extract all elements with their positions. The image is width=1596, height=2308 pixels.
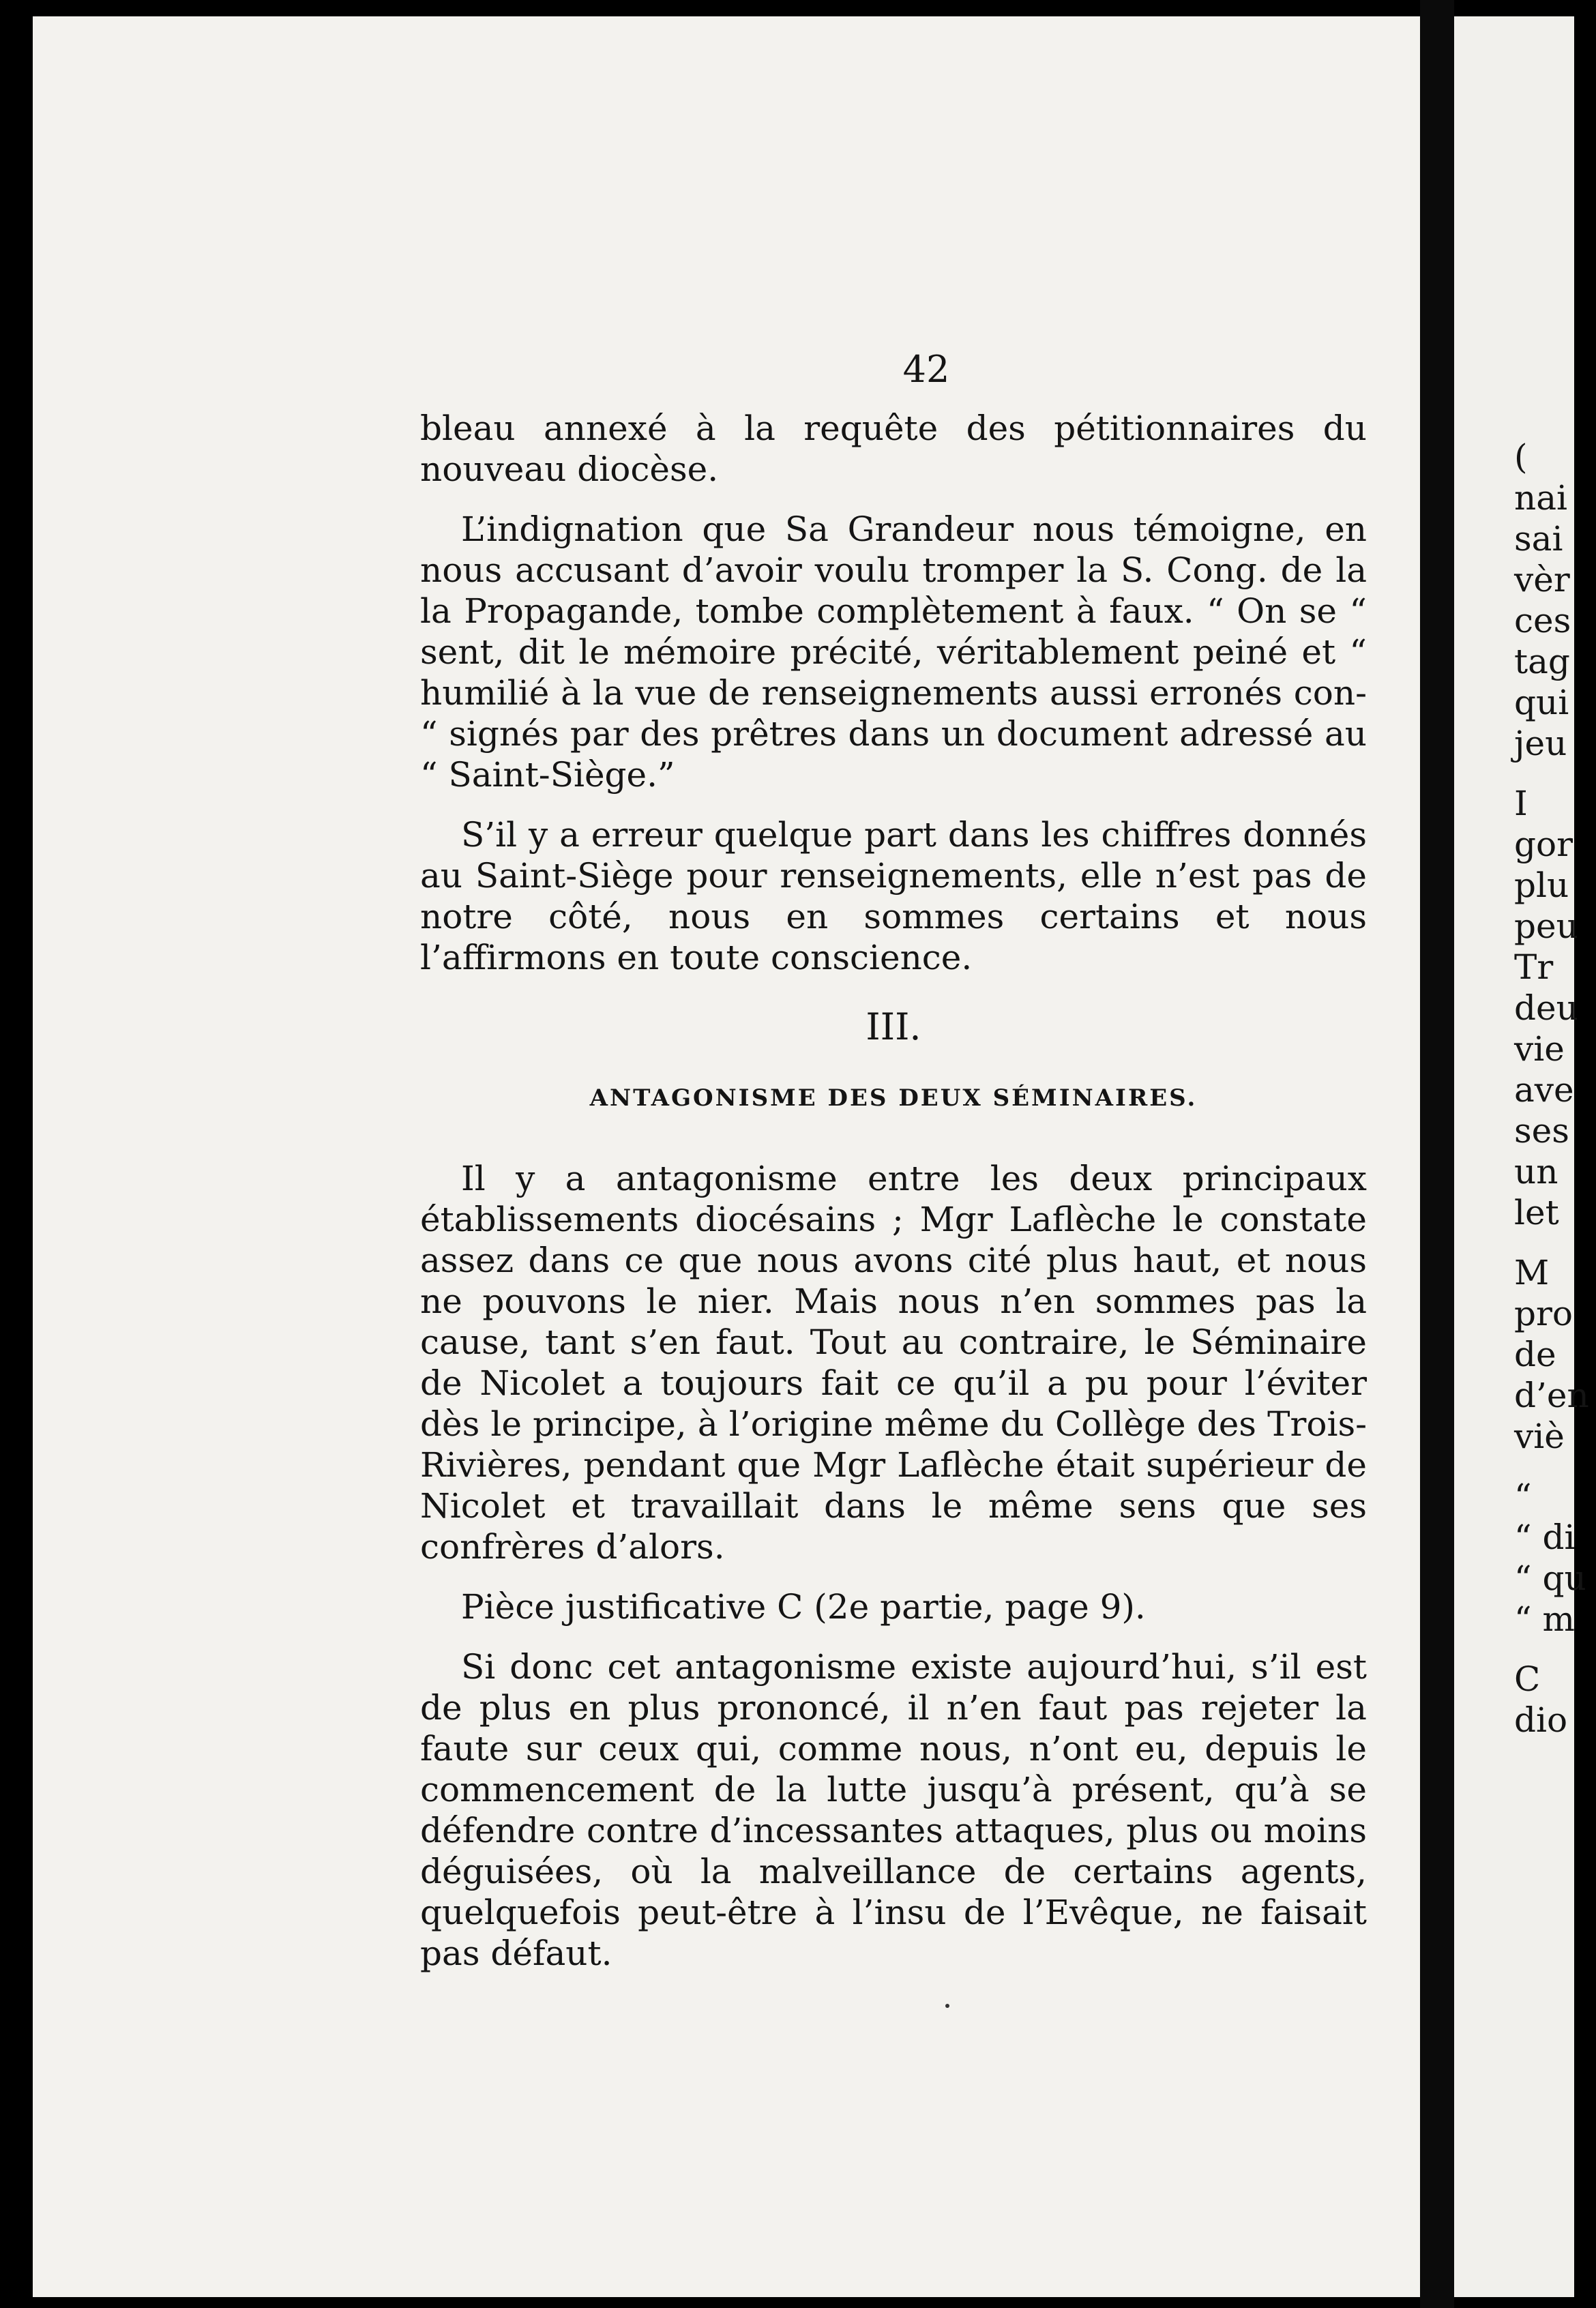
facing-page-fragment: gor: [1514, 825, 1573, 864]
facing-page-fragment: Tr: [1514, 947, 1554, 987]
body-text: [420, 408, 1367, 1974]
facing-page-fragment: “: [1514, 1477, 1532, 1516]
facing-page-fragment: jeu: [1514, 724, 1567, 763]
paragraph-indignation: L’indignation que Sa Grandeur nous témoigne, en nous accusant d’avoir voulu tromper la S. Cong. de la la Propagande, tombe complètement à faux. “ On se “ sent, dit le mémoire précité, véritablement peiné et “ humilié à la vue de renseignements aussi erronés con- “ signés par des prêtres dans un document adressé au “ Saint-Siège.”: [420, 509, 1367, 795]
section-number: III.: [866, 1005, 921, 1048]
facing-page-text: [1514, 437, 1596, 1741]
paragraph-si-donc: Si donc cet antagonisme existe aujourd’hui, s’il est de plus en plus prononcé, il n’en faut pas rejeter la faute sur ceux qui, comme nous, n’ont eu, depuis le commencement de la lutte jusqu’à présent, qu’à se défendre contre d’incessantes attaques, plus ou moins déguisées, où la malveillance de certains agents, quelquefois peut-être à l’insu de l’Evêque, ne faisait pas défaut.: [420, 1647, 1367, 1973]
page-number: 42: [902, 348, 950, 391]
facing-page-fragment: vie: [1514, 1029, 1565, 1069]
facing-page-fragment: dio: [1514, 1700, 1568, 1740]
facing-page-fragment: tag: [1514, 642, 1570, 681]
facing-page-fragment: “ m: [1514, 1599, 1575, 1639]
facing-page-fragment: [1514, 1457, 1596, 1476]
paragraph-antagonisme: Il y a antagonisme entre les deux principaux établissements diocésains ; Mgr Laflèche le constate assez dans ce que nous avons cité plus haut, et nous ne pouvons le nier. Mais nous n’en sommes pas la cause, tant s’en faut. Tout au contraire, le Séminaire de Nicolet a toujours fait ce qu’il a pu pour l’éviter dès le principe, à l’origine même du Collège des Trois-Rivières, pendant que Mgr Laflèche était supérieur de Nicolet et travaillait dans le même sens que ses confrères d’alors.: [420, 1159, 1367, 1567]
section-title: ANTAGONISME DES DEUX SÉMINAIRES.: [589, 1084, 1198, 1112]
facing-page-fragment: deu: [1514, 988, 1578, 1028]
facing-page-fragment: viè: [1514, 1417, 1565, 1456]
facing-page-fragment: (: [1514, 437, 1528, 477]
facing-page-fragment: qui: [1514, 683, 1569, 722]
paragraph-piece-justificative: Pièce justificative C (2e partie, page 9).: [461, 1587, 1146, 1627]
facing-page-fragment: “ qu: [1514, 1558, 1586, 1598]
facing-page-fragment: ces: [1514, 601, 1571, 640]
facing-page-fragment: peu: [1514, 906, 1578, 946]
paragraph-erreur: S’il y a erreur quelque part dans les chiffres donnés au Saint-Siège pour renseignements, elle n’est pas de notre côté, nous en sommes certains et nous l’affirmons en toute conscience.: [420, 815, 1367, 977]
facing-page-fragment: [1514, 764, 1596, 783]
facing-page-fragment: nai: [1514, 478, 1568, 518]
facing-page-fragment: plu: [1514, 866, 1569, 905]
facing-page-fragment: ses: [1514, 1111, 1569, 1151]
facing-page: [1454, 16, 1589, 2297]
facing-page-fragment: ave: [1514, 1070, 1574, 1110]
ink-speck: [945, 2004, 949, 2008]
facing-page-fragment: vèr: [1514, 560, 1570, 600]
paragraph-continuation: bleau annexé à la requête des pétitionnaires du nouveau diocèse.: [420, 409, 1367, 489]
facing-page-fragment: d’en: [1514, 1376, 1589, 1415]
facing-page-fragment: sai: [1514, 519, 1563, 559]
facing-page-fragment: de: [1514, 1335, 1556, 1374]
facing-page-fragment: “ di: [1514, 1518, 1576, 1557]
facing-page-fragment: I: [1514, 784, 1528, 823]
facing-page-fragment: pro: [1514, 1294, 1573, 1333]
facing-page-fragment: [1514, 1640, 1596, 1659]
facing-page-fragment: [1514, 1233, 1596, 1252]
book-gutter: [1420, 0, 1454, 2308]
facing-page-fragment: un: [1514, 1152, 1558, 1192]
facing-page-fragment: M: [1514, 1253, 1550, 1292]
facing-page-fragment: C: [1514, 1659, 1541, 1699]
facing-page-fragment: let: [1514, 1193, 1559, 1232]
